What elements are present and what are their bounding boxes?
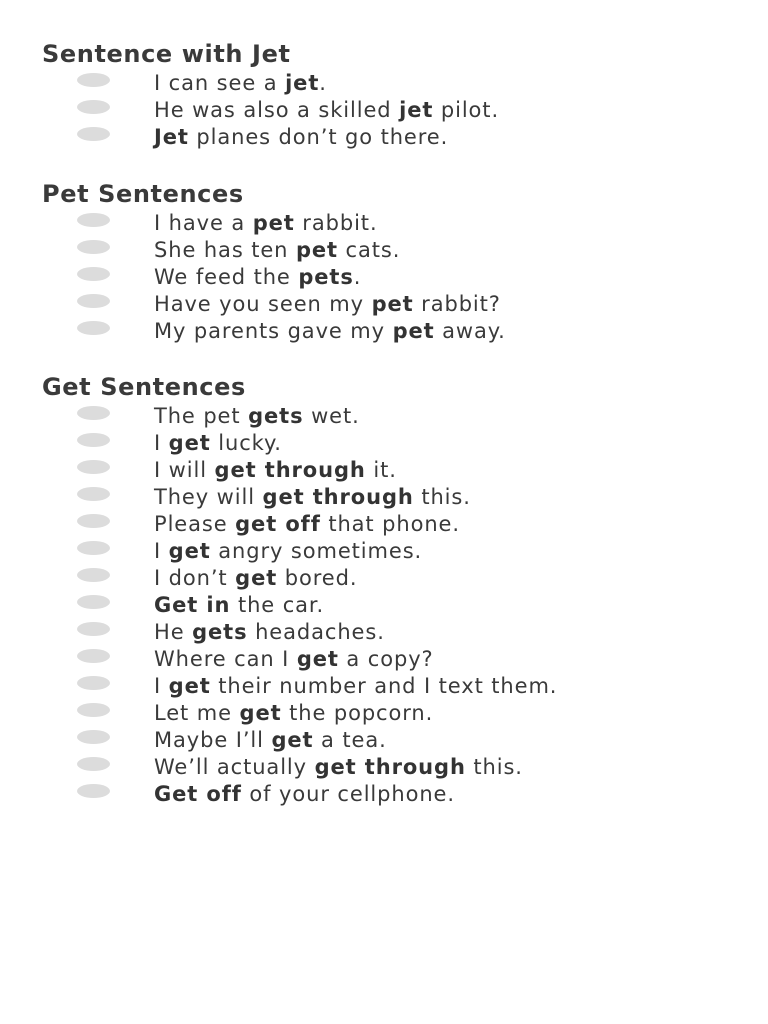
sentence-text [154, 700, 714, 727]
sentence-text [154, 318, 714, 345]
keyword: get [271, 728, 314, 752]
sentence-fragment: away. [434, 319, 506, 343]
sentence-fragment: I will [154, 458, 215, 482]
keyword: Jet [154, 125, 189, 149]
sentence-text [154, 237, 714, 264]
sentence-fragment: headaches. [247, 620, 385, 644]
sentence-fragment: that phone. [320, 512, 460, 536]
list-item [0, 318, 768, 345]
sentence-text [154, 403, 714, 430]
sentence-text [154, 538, 714, 565]
sentence-fragment: rabbit? [413, 292, 501, 316]
sentence-fragment: I [154, 539, 169, 563]
list-item [0, 97, 768, 124]
sentence-fragment: Maybe I’ll [154, 728, 272, 752]
bullet-icon [77, 100, 110, 114]
sentence-list [0, 403, 768, 808]
sentence-text [154, 484, 714, 511]
sentence-text [154, 646, 714, 673]
sentence-fragment: this. [413, 485, 471, 509]
sentence-fragment: We feed the [154, 265, 299, 289]
bullet-icon [77, 541, 110, 555]
bullet-icon [77, 406, 110, 420]
keyword: get through [314, 755, 466, 779]
bullet-icon [77, 240, 110, 254]
list-item [0, 124, 768, 151]
sentence-fragment: of your cellphone. [241, 782, 455, 806]
sentence-fragment: the car. [230, 593, 325, 617]
sentence-fragment: angry sometimes. [210, 539, 423, 563]
section-title: Get Sentences [42, 373, 246, 401]
keyword: get [296, 647, 339, 671]
sentence-fragment: She has ten [154, 238, 296, 262]
list-item [0, 403, 768, 430]
list-item [0, 727, 768, 754]
sentence-text [154, 210, 714, 237]
sentence-fragment: this. [465, 755, 523, 779]
sentence-fragment: He [154, 620, 193, 644]
sentence-fragment: planes don’t go there. [188, 125, 449, 149]
sentence-fragment: the popcorn. [281, 701, 434, 725]
sentence-text [154, 430, 714, 457]
sentence-text [154, 124, 714, 151]
bullet-icon [77, 622, 110, 636]
bullet-icon [77, 213, 110, 227]
sentence-fragment: Please [154, 512, 236, 536]
keyword: get [168, 539, 211, 563]
bullet-icon [77, 676, 110, 690]
list-item [0, 700, 768, 727]
sentence-fragment: I have a [154, 211, 253, 235]
sentence-fragment: their number and I text them. [210, 674, 558, 698]
keyword: get [168, 431, 211, 455]
sentence-text [154, 264, 714, 291]
list-item [0, 592, 768, 619]
sentence-fragment: I [154, 431, 169, 455]
list-item [0, 70, 768, 97]
list-item [0, 457, 768, 484]
bullet-icon [77, 595, 110, 609]
sentence-fragment: bored. [277, 566, 358, 590]
keyword: gets [248, 404, 304, 428]
list-item [0, 565, 768, 592]
bullet-icon [77, 757, 110, 771]
sentence-fragment: I don’t [154, 566, 236, 590]
list-item [0, 754, 768, 781]
sentence-fragment: I can see a [154, 71, 286, 95]
sentence-fragment: Let me [154, 701, 240, 725]
sentence-text [154, 619, 714, 646]
sentence-fragment: We’ll actually [154, 755, 315, 779]
list-item [0, 781, 768, 808]
sentence-fragment: . [319, 71, 327, 95]
sentence-fragment: Where can I [154, 647, 297, 671]
sentence-text [154, 291, 714, 318]
sentence-text [154, 97, 714, 124]
keyword: pets [298, 265, 354, 289]
bullet-icon [77, 73, 110, 87]
sentence-fragment: pilot. [433, 98, 500, 122]
keyword: jet [399, 98, 434, 122]
keyword: get [235, 566, 278, 590]
keyword: pet [392, 319, 435, 343]
sentence-fragment: rabbit. [294, 211, 378, 235]
bullet-icon [77, 294, 110, 308]
list-item [0, 264, 768, 291]
keyword: get [168, 674, 211, 698]
keyword: Get off [154, 782, 242, 806]
sentence-text [154, 673, 714, 700]
bullet-icon [77, 568, 110, 582]
sentence-fragment: My parents gave my [154, 319, 393, 343]
sentence-text [154, 511, 714, 538]
list-item [0, 511, 768, 538]
list-item [0, 484, 768, 511]
sentence-text [154, 754, 714, 781]
sentence-fragment: a tea. [313, 728, 387, 752]
sentence-fragment: wet. [303, 404, 360, 428]
sentence-list [0, 70, 768, 151]
list-item [0, 210, 768, 237]
keyword: get through [262, 485, 414, 509]
list-item [0, 538, 768, 565]
keyword: gets [192, 620, 248, 644]
list-item [0, 430, 768, 457]
sentence-fragment: He was also a skilled [154, 98, 400, 122]
sentence-fragment: lucky. [210, 431, 282, 455]
bullet-icon [77, 703, 110, 717]
bullet-icon [77, 267, 110, 281]
keyword: get off [235, 512, 321, 536]
sentence-fragment: Have you seen my [154, 292, 372, 316]
list-item [0, 237, 768, 264]
sentence-text [154, 565, 714, 592]
keyword: get through [214, 458, 366, 482]
sentence-fragment: I [154, 674, 169, 698]
bullet-icon [77, 730, 110, 744]
bullet-icon [77, 487, 110, 501]
sentence-fragment: a copy? [338, 647, 434, 671]
sentence-fragment: . [353, 265, 362, 289]
sentence-fragment: cats. [337, 238, 401, 262]
keyword: Get in [154, 593, 231, 617]
bullet-icon [77, 514, 110, 528]
bullet-icon [77, 460, 110, 474]
keyword: pet [295, 238, 338, 262]
list-item [0, 646, 768, 673]
list-item [0, 619, 768, 646]
bullet-icon [77, 784, 110, 798]
sentence-text [154, 781, 714, 808]
sentence-fragment: it. [365, 458, 397, 482]
keyword: pet [252, 211, 295, 235]
keyword: get [239, 701, 282, 725]
bullet-icon [77, 649, 110, 663]
sentence-fragment: They will [154, 485, 263, 509]
sentence-text [154, 70, 714, 97]
section-title: Sentence with Jet [42, 40, 291, 68]
sentence-fragment: The pet [154, 404, 249, 428]
keyword: jet [285, 71, 320, 95]
list-item [0, 291, 768, 318]
bullet-icon [77, 321, 110, 335]
keyword: pet [371, 292, 414, 316]
sentence-text [154, 727, 714, 754]
sentence-text [154, 592, 714, 619]
bullet-icon [77, 127, 110, 141]
sentence-text [154, 457, 714, 484]
list-item [0, 673, 768, 700]
sentence-list [0, 210, 768, 345]
bullet-icon [77, 433, 110, 447]
section-title: Pet Sentences [42, 180, 244, 208]
